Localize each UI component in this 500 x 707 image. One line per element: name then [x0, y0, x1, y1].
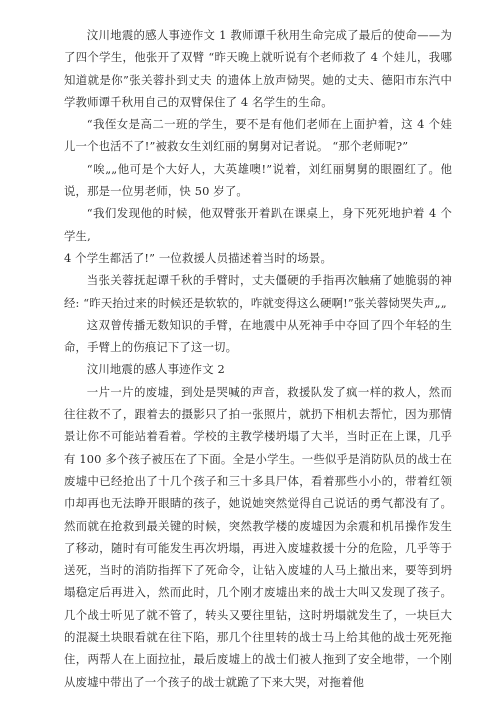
paragraph-5: 4 个学生都活了!” 一位救援人员描述着当时的场景。 [64, 250, 332, 265]
paragraph-3: “唉„„他可是个大好人，大英雄噢!”说着，刘红丽舅舅的眼圈红了。他说，那是一位男老师，快 50 岁了。 [64, 161, 452, 199]
paragraph-2: “我侄女是高二一班的学生，要不是有他们老师在上面护着，这 4 个娃儿一个也活不了!”被救女生刘红丽的舅舅对记者说。 “那个老师呢?” [64, 117, 452, 154]
paragraph-7: 这双曾传播无数知识的手臂，在地震中从死神手中夺回了四个年轻的生命，手臂上的伤痕记下了这一切。 [64, 317, 452, 355]
paragraph-1: 汶川地震的感人事迹作文 1 教师谭千秋用生命完成了最后的使命——为了四个学生，他张开了双臂 “昨天晚上就听说有个老师救了 4 个娃儿，我哪知道就是你”张关蓉扑到丈夫 的遗体上放声恸哭。她的丈夫、德阳市东汽中学教师谭千秋用自己的双臂保住了 4 名学生的生命。 [64, 28, 452, 109]
paragraph-4: “我们发现他的时候，他双臂张开着趴在课桌上，身下死死地护着 4 个学生, [64, 206, 452, 243]
section-title-2: 汶川地震的感人事迹作文 2 [86, 362, 225, 377]
paragraph-6: 当张关蓉抚起谭千秋的手臂时，丈夫僵硬的手指再次触痛了她脆弱的神经: “昨天抬过来的时候还是软软的，咋就变得这么硬啊!”张关蓉恸哭失声„„ [64, 273, 452, 310]
paragraph-8: 一片一片的废墟，到处是哭喊的声音，救援队发了疯一样的救人，然而往往救不了，跟着去的摄影只了拍一张照片，就扔下相机去帮忙，因为那情景让你不可能站着看着。学校的主教学楼坍塌了大半，当时正在上课，几乎有 100 多个孩子被压在了下面。全是小学生。一些似乎是消防队员的战士在废墟中已经抢出了十几个孩子和三十多具尸体，看着那些小小的，带着红领巾却再也无法睁开眼睛的孩子，她说她突然觉得自己说话的勇气都没有了。然而就在抢救到最关键的时候，突然教学楼的废墟因为余震和机吊操作发生了移动，随时有可能发生再次坍塌，再进入废墟救援十分的危险，几乎等于送死，当时的消防指挥下了死命令，让钻入废墟的人马上撤出来，要等到坍塌稳定后再进入，然而此时，几个刚才废墟出来的战士大叫又发现了孩子。几个战士听见了就不管了，转头又要往里钻，这时坍塌就发生了，一块巨大的混凝土块眼看就在往下陷，那几个往里转的战士马上给其他的战士死死拖住，两帮人在上面拉扯，最后废墟上的战士们被人拖到了安全地带，一个刚从废墟中带出了一个孩子的战士就跪了下来大哭，对拖着他 [64, 384, 452, 689]
